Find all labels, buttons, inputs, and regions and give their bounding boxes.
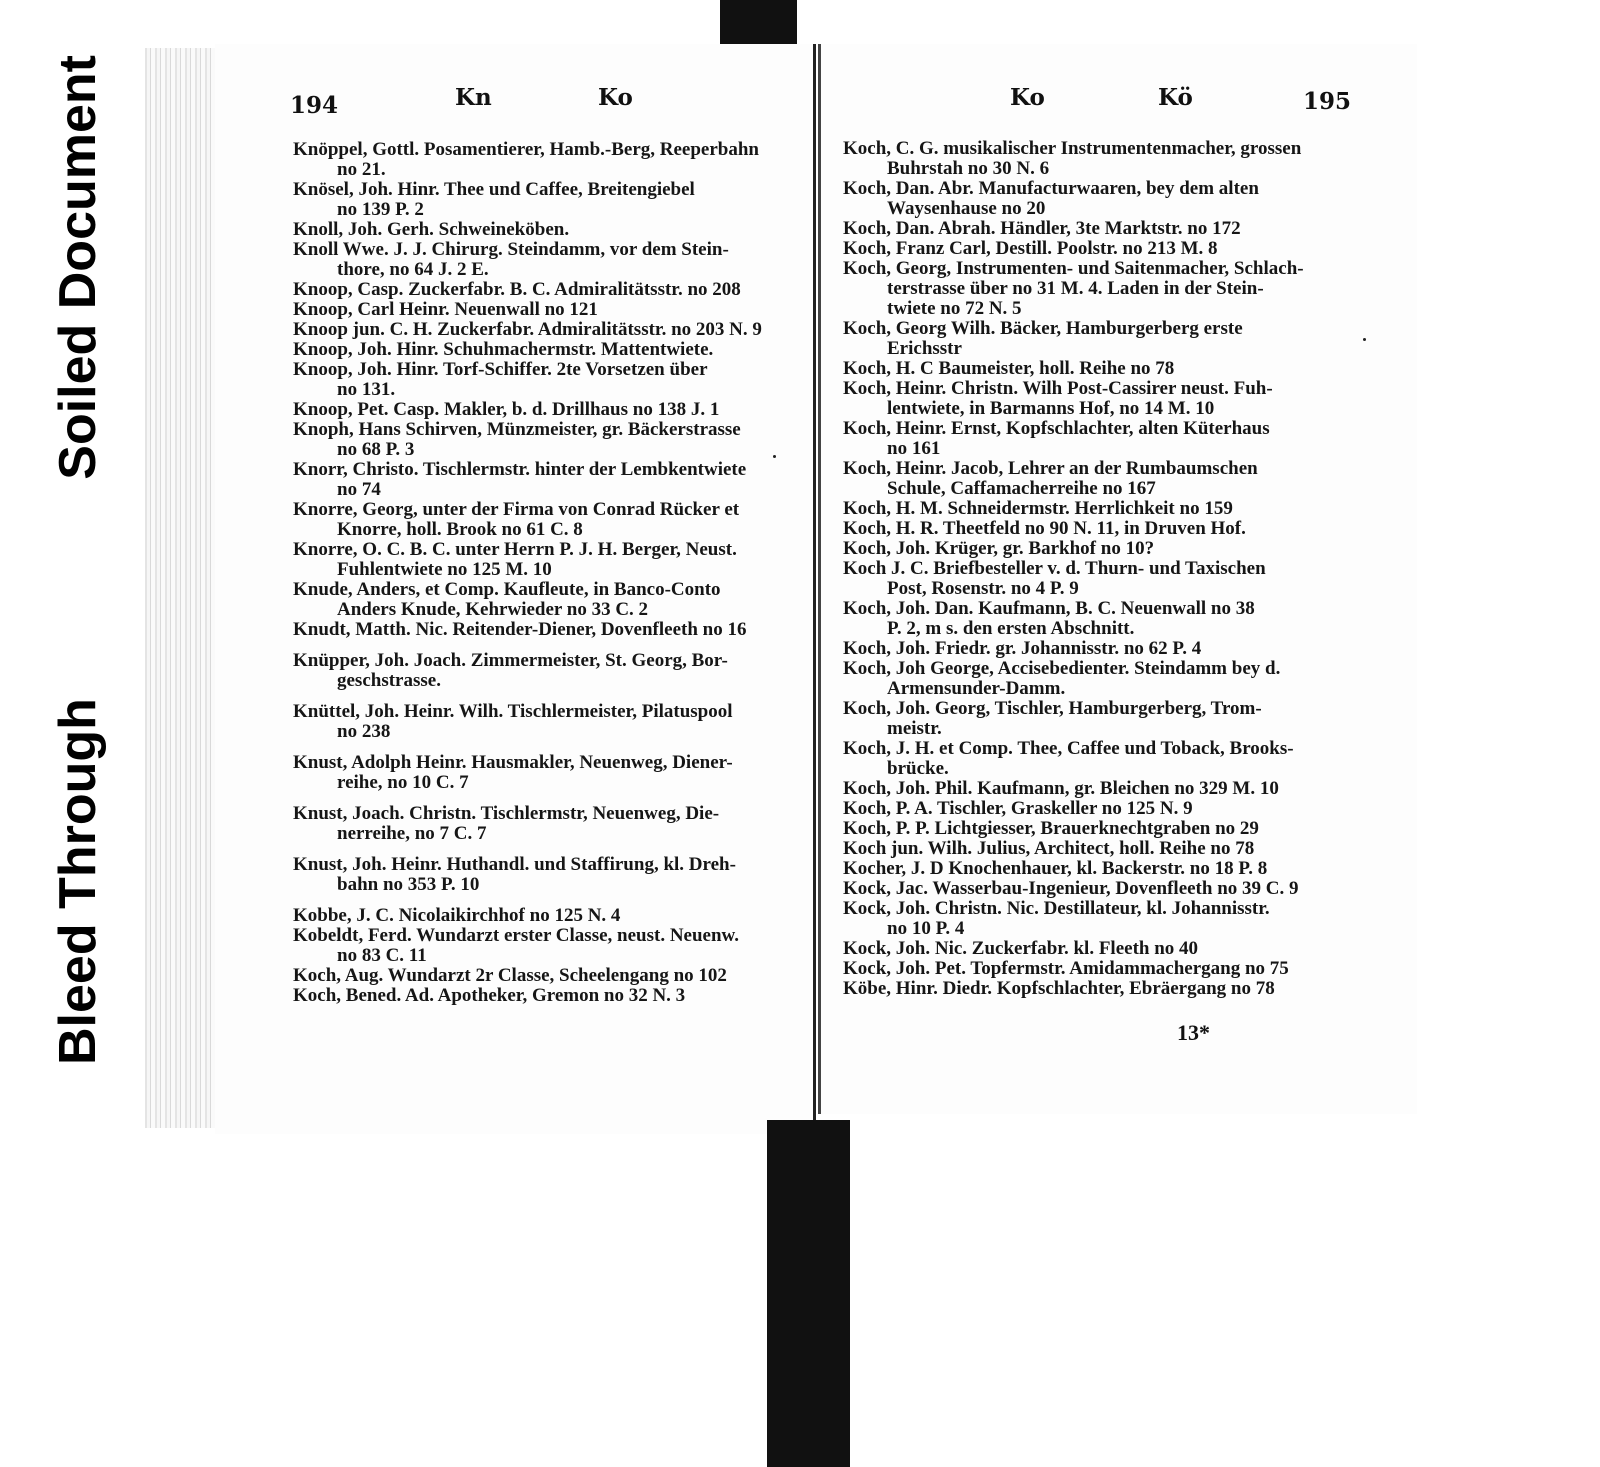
left-page-number: 194 [290, 92, 339, 119]
directory-entry: Koch jun. Wilh. Julius, Architect, holl. Reihe no 78 [843, 838, 1255, 859]
directory-entry: Koch, Joh. Georg, Tischler, Hamburgerberg, Trom- meistr. [843, 698, 1262, 739]
directory-entry: Knoll, Joh. Gerh. Schweineköben. [293, 219, 570, 240]
directory-entry: Koch, Georg, Instrumenten- und Saitenmacher, Schlach- terstrasse über no 31 M. 4. Laden in der Stein- twiete no 72 N. 5 [843, 258, 1304, 319]
right-head-ko: Ko [1010, 84, 1045, 111]
directory-entry: Knoop, Casp. Zuckerfabr. B. C. Admiralitätsstr. no 208 [293, 279, 741, 300]
directory-entry: Knoll Wwe. J. J. Chirurg. Steindamm, vor dem Stein- thore, no 64 J. 2 E. [293, 239, 729, 280]
directory-entry: Knude, Anders, et Comp. Kaufleute, in Banco-Conto Anders Knude, Kehrwieder no 33 C. 2 [293, 579, 721, 620]
directory-entry: Kobbe, J. C. Nicolaikirchhof no 125 N. 4 [293, 905, 621, 926]
scan-bar-bottom [767, 1120, 850, 1467]
side-label [48, 55, 108, 1065]
directory-entry: Knoph, Hans Schirven, Münzmeister, gr. Bäckerstrasse no 68 P. 3 [293, 419, 741, 460]
directory-entry: Kock, Joh. Pet. Topfermstr. Amidammachergang no 75 [843, 958, 1289, 979]
directory-entry: Knudt, Matth. Nic. Reitender-Diener, Dovenfleeth no 16 [293, 619, 747, 640]
directory-entry: Knüttel, Joh. Heinr. Wilh. Tischlermeister, Pilatuspool no 238 [293, 701, 733, 742]
directory-entry: Koch, Joh. Krüger, gr. Barkhof no 10? [843, 538, 1155, 559]
directory-entry: Knöppel, Gottl. Posamentierer, Hamb.-Berg, Reeperbahn no 21. [293, 139, 759, 180]
directory-entry: Koch J. C. Briefbesteller v. d. Thurn- und Taxischen Post, Rosenstr. no 4 P. 9 [843, 558, 1266, 599]
directory-entry: Koch, H. R. Theetfeld no 90 N. 11, in Druven Hof. [843, 518, 1246, 539]
directory-entry: Kobeldt, Ferd. Wundarzt erster Classe, neust. Neuenw. no 83 C. 11 [293, 925, 739, 966]
signature-mark: 13* [1177, 1020, 1210, 1045]
directory-entry: Knoop, Pet. Casp. Makler, b. d. Drillhaus no 138 J. 1 [293, 399, 720, 420]
directory-entry: Kock, Joh. Nic. Zuckerfabr. kl. Fleeth no 40 [843, 938, 1199, 959]
side-label-soiled-document: Soiled Document [49, 55, 107, 480]
directory-entry: Koch, H. M. Schneidermstr. Herrlichkeit no 159 [843, 498, 1233, 519]
directory-entry: Knust, Joh. Heinr. Huthandl. und Staffirung, kl. Dreh- bahn no 353 P. 10 [293, 854, 736, 895]
directory-entry: Koch, Bened. Ad. Apotheker, Gremon no 32 N. 3 [293, 985, 686, 1006]
left-directory-entries [293, 140, 793, 1006]
directory-entry: Koch, J. H. et Comp. Thee, Caffee und Toback, Brooks- brücke. [843, 738, 1294, 779]
directory-entry: Koch, Joh. Dan. Kaufmann, B. C. Neuenwall no 38 P. 2, m s. den ersten Abschnitt. [843, 598, 1255, 639]
directory-entry: Koch, Heinr. Jacob, Lehrer an der Rumbaumschen Schule, Caffamacherreihe no 167 [843, 458, 1258, 499]
ink-speck [1363, 338, 1366, 341]
directory-entry: Koch, Dan. Abr. Manufacturwaaren, bey dem alten Waysenhause no 20 [843, 178, 1259, 219]
directory-entry: Knorr, Christo. Tischlermstr. hinter der Lembkentwiete no 74 [293, 459, 747, 500]
directory-entry: Koch, P. P. Lichtgiesser, Brauerknechtgraben no 29 [843, 818, 1259, 839]
directory-entry: Knust, Adolph Heinr. Hausmakler, Neuenweg, Diener- reihe, no 10 C. 7 [293, 752, 733, 793]
directory-entry: Koch, Georg Wilh. Bäcker, Hamburgerberg erste Erichsstr [843, 318, 1243, 359]
directory-entry: Knust, Joach. Christn. Tischlermstr, Neuenweg, Die- nerreihe, no 7 C. 7 [293, 803, 720, 844]
page-edge-stack [145, 48, 220, 1128]
directory-entry: Kocher, J. D Knochenhauer, kl. Backerstr. no 18 P. 8 [843, 858, 1268, 879]
directory-entry: Koch, Dan. Abrah. Händler, 3te Marktstr. no 172 [843, 218, 1241, 239]
directory-entry: Köbe, Hinr. Diedr. Kopfschlachter, Ebräergang no 78 [843, 978, 1275, 999]
right-page-number: 195 [1303, 88, 1352, 115]
directory-entry: Koch, Franz Carl, Destill. Poolstr. no 213 M. 8 [843, 238, 1218, 259]
side-label-bleed-through: Bleed Through [49, 698, 107, 1065]
directory-entry: Kock, Joh. Christn. Nic. Destillateur, kl. Johannisstr. no 10 P. 4 [843, 898, 1270, 939]
directory-entry: Koch, Joh George, Accisebedienter. Steindamm bey d. Armensunder-Damm. [843, 658, 1281, 699]
directory-entry: Koch, Aug. Wundarzt 2r Classe, Scheelengang no 102 [293, 965, 727, 986]
directory-entry: Kock, Jac. Wasserbau-Ingenieur, Dovenfleeth no 39 C. 9 [843, 878, 1299, 899]
directory-entry: Knoop, Joh. Hinr. Schuhmachermstr. Mattentwiete. [293, 339, 714, 360]
directory-entry: Knoop, Carl Heinr. Neuenwall no 121 [293, 299, 598, 320]
right-head-koe: Kö [1158, 84, 1193, 111]
directory-entry: Koch, Heinr. Christn. Wilh Post-Cassirer neust. Fuh- lentwiete, in Barmanns Hof, no 14 M. 10 [843, 378, 1273, 419]
directory-entry: Knorre, Georg, unter der Firma von Conrad Rücker et Knorre, holl. Brook no 61 C. 8 [293, 499, 740, 540]
directory-entry: Koch, Joh. Friedr. gr. Johannisstr. no 62 P. 4 [843, 638, 1202, 659]
directory-entry: Knösel, Joh. Hinr. Thee und Caffee, Breitengiebel no 139 P. 2 [293, 179, 695, 220]
directory-entry: Knoop jun. C. H. Zuckerfabr. Admiralitätsstr. no 203 N. 9 [293, 319, 762, 340]
directory-entry: Knorre, O. C. B. C. unter Herrn P. J. H. Berger, Neust. Fuhlentwiete no 125 M. 10 [293, 539, 737, 580]
directory-entry: Koch, H. C Baumeister, holl. Reihe no 78 [843, 358, 1175, 379]
scan-bar-top [720, 0, 797, 44]
right-directory-entries [843, 139, 1343, 999]
directory-entry: Koch, Heinr. Ernst, Kopfschlachter, alten Küterhaus no 161 [843, 418, 1270, 459]
directory-entry: Koch, P. A. Tischler, Graskeller no 125 N. 9 [843, 798, 1193, 819]
ink-speck [773, 455, 776, 458]
directory-entry: Koch, Joh. Phil. Kaufmann, gr. Bleichen no 329 M. 10 [843, 778, 1279, 799]
left-head-kn: Kn [455, 84, 492, 111]
left-head-ko: Ko [598, 84, 633, 111]
directory-entry: Knüpper, Joh. Joach. Zimmermeister, St. Georg, Bor- geschstrasse. [293, 650, 728, 691]
directory-entry: Knoop, Joh. Hinr. Torf-Schiffer. 2te Vorsetzen über no 131. [293, 359, 708, 400]
directory-entry: Koch, C. G. musikalischer Instrumentenmacher, grossen Buhrstah no 30 N. 6 [843, 138, 1302, 179]
